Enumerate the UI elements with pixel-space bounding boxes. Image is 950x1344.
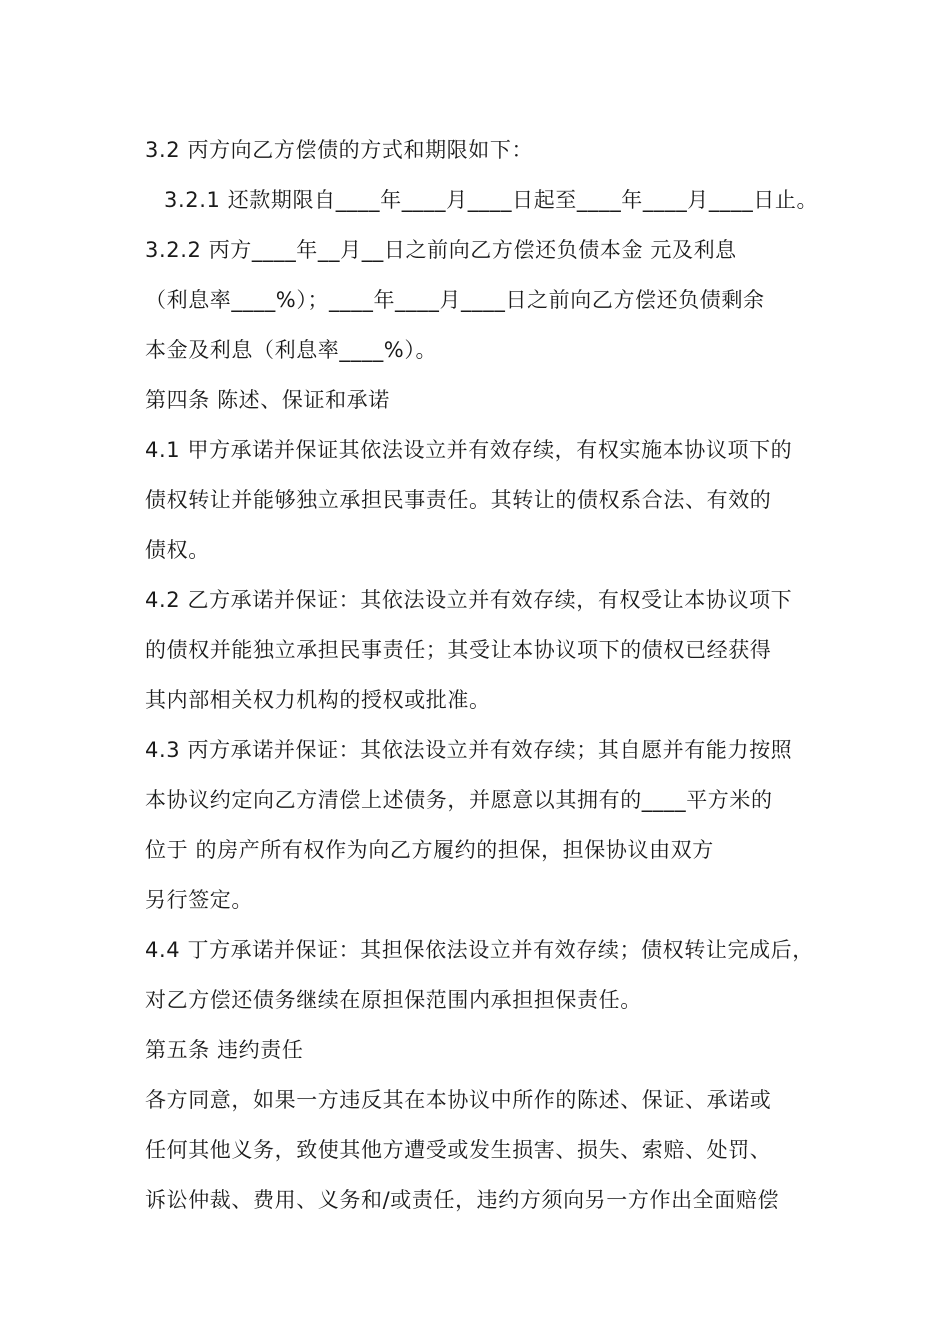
clause-4-3-line-1: 4.3 丙方承诺并保证：其依法设立并有效存续；其自愿并有能力按照 [145,738,793,762]
clause-4-3-line-2: 本协议约定向乙方清偿上述债务，并愿意以其拥有的____平方米的 [145,788,773,812]
clause-4-1-line-3: 债权。 [145,538,210,562]
clause-4-1-line-2: 债权转让并能够独立承担民事责任。其转让的债权系合法、有效的 [145,488,772,512]
article-4-heading: 第四条 陈述、保证和承诺 [145,388,390,412]
clause-4-4-line-2: 对乙方偿还债务继续在原担保范围内承担担保责任。 [145,988,642,1012]
clause-4-2-line-2: 的债权并能独立承担民事责任；其受让本协议项下的债权已经获得 [145,638,772,662]
clause-4-2-line-3: 其内部相关权力机构的授权或批准。 [145,688,491,712]
article-5-line-3: 诉讼仲裁、费用、义务和/或责任，违约方须向另一方作出全面赔偿 [145,1188,780,1212]
clause-3-2-1: 3.2.1 还款期限自____年____月____日起至____年____月____日止。 [164,188,819,212]
article-5-line-1: 各方同意，如果一方违反其在本协议中所作的陈述、保证、承诺或 [145,1088,772,1112]
clause-3-2-heading: 3.2 丙方向乙方偿债的方式和期限如下： [145,138,534,162]
clause-3-2-2-line-2: （利息率____%）；____年____月____日之前向乙方偿还负债剩余 [145,288,765,312]
clause-4-3-line-4: 另行签定。 [145,888,253,912]
clause-3-2-2-line-3: 本金及利息（利息率____%）。 [145,338,438,362]
article-5-line-2: 任何其他义务，致使其他方遭受或发生损害、损失、索赔、处罚、 [145,1138,772,1162]
clause-4-2-line-1: 4.2 乙方承诺并保证：其依法设立并有效存续，有权受让本协议项下 [145,588,793,612]
clause-4-4-line-1: 4.4 丁方承诺并保证：其担保依法设立并有效存续；债权转让完成后， [145,938,814,962]
clause-4-3-line-3: 位于 的房产所有权作为向乙方履约的担保，担保协议由双方 [145,838,714,862]
clause-3-2-2-line-1: 3.2.2 丙方____年__月__日之前向乙方偿还负债本金 元及利息 [145,238,737,262]
article-5-heading: 第五条 违约责任 [145,1038,304,1062]
clause-4-1-line-1: 4.1 甲方承诺并保证其依法设立并有效存续，有权实施本协议项下的 [145,438,793,462]
